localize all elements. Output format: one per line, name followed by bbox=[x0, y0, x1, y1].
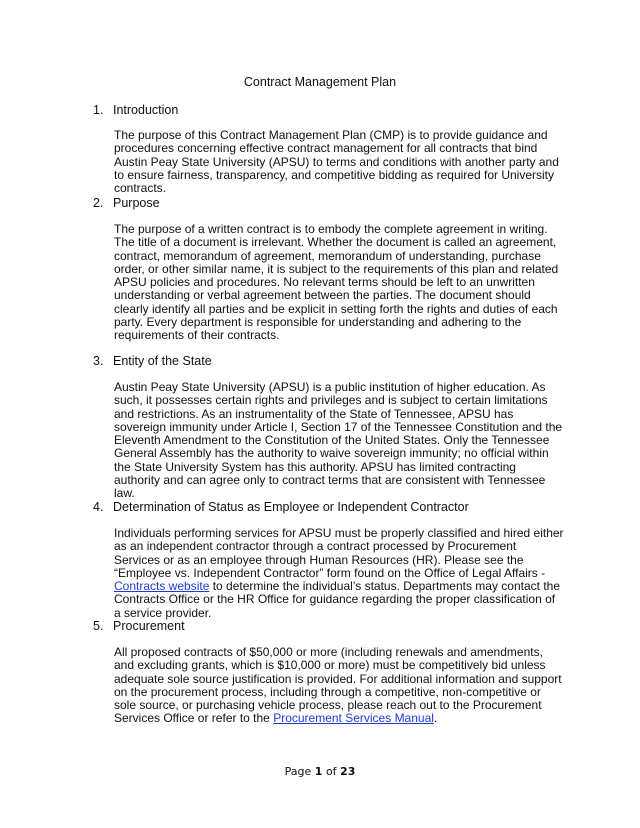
section-title: Introduction bbox=[113, 103, 179, 117]
body-text: . bbox=[433, 711, 438, 726]
page-label: Page bbox=[284, 765, 312, 778]
section-body-entity-of-state: Austin Peay State University (APSU) is a public institution of higher education. As such, it possesses certain rights and privileges and is subject to certain limitations and restrictions. As an instrumentality of the State of Tennessee, APSU has sovereign immunity under Article I, Section 17 of the Tennessee Constitution and the Eleventh Amendment to the Constitution of the United States. Only the Tennessee General Assembly has the authority to waive sovereign immunity; no official within the State University System has this authority. APSU has limited contracting authority and can agree only to contract terms that are consistent with Tennessee law. bbox=[114, 380, 563, 501]
page-footer bbox=[0, 765, 640, 778]
section-heading-employee-status bbox=[93, 500, 469, 514]
section-title: Entity of the State bbox=[113, 354, 212, 368]
section-number: 3. bbox=[93, 354, 104, 368]
section-heading-introduction bbox=[93, 103, 178, 117]
section-title: Purpose bbox=[113, 196, 160, 210]
procurement-manual-link[interactable]: Procurement Services Manual bbox=[273, 711, 434, 726]
section-number: 2. bbox=[93, 196, 104, 210]
section-title: Procurement bbox=[113, 619, 185, 633]
body-text: to determine the individual’s status. Departments may contact the Contracts Office or the HR Office for guidance regarding the proper classification of a service provider. bbox=[114, 579, 560, 620]
page-total: 23 bbox=[340, 765, 356, 778]
section-heading-purpose bbox=[93, 196, 160, 210]
section-number: 4. bbox=[93, 500, 104, 514]
section-title: Determination of Status as Employee or Independent Contractor bbox=[113, 500, 469, 514]
section-heading-procurement bbox=[93, 619, 185, 633]
section-body-procurement bbox=[114, 646, 564, 726]
body-text: Individuals performing services for APSU must be properly classified and hired either as an independent contractor through a contract processed by Procurement Services or as an employee through Human Resources (HR). Please see the “Employee vs. Independent Contractor” form found on the Office of Legal Affairs - bbox=[114, 526, 564, 580]
page-number: 1 bbox=[314, 765, 323, 778]
section-number: 1. bbox=[93, 103, 104, 117]
section-number: 5. bbox=[93, 619, 104, 633]
of-label: of bbox=[325, 765, 337, 778]
section-body-purpose: The purpose of a written contract is to embody the complete agreement in writing. The title of a document is irrelevant. Whether the document is called an agreement, contract, memorandum of agreement, memorandum of understanding, purchase order, or other similar name, it is subject to the requirements of this plan and related APSU policies and procedures. No relevant terms should be left to an unwritten understanding or verbal agreement between the parties. The document should clearly identify all parties and be explicit in setting forth the rights and duties of each party. Every department is responsible for understanding and adhering to the requirements of their contracts. bbox=[114, 222, 559, 343]
body-text: All proposed contracts of $50,000 or more (including renewals and amendments, and excluding grants, which is $10,000 or more) must be competitively bid unless adequate sole source justification is provided. For additional information and support on the procurement process, including through a competitive, non-competitive or sole source, or purchasing vehicle process, please reach out to the Procurement Services Office or refer to the bbox=[114, 645, 562, 726]
section-body-employee-status bbox=[114, 527, 564, 620]
document-title: Contract Management Plan bbox=[243, 75, 397, 89]
section-heading-entity-of-state bbox=[93, 354, 212, 368]
contracts-website-link[interactable]: Contracts website bbox=[114, 579, 210, 594]
section-body-introduction: The purpose of this Contract Management Plan (CMP) is to provide guidance and procedures concerning effective contract management for all contracts that bind Austin Peay State University (APSU) to terms and conditions with another party and to ensure fairness, transparency, and competitive bidding as required for University contracts. bbox=[114, 128, 559, 196]
